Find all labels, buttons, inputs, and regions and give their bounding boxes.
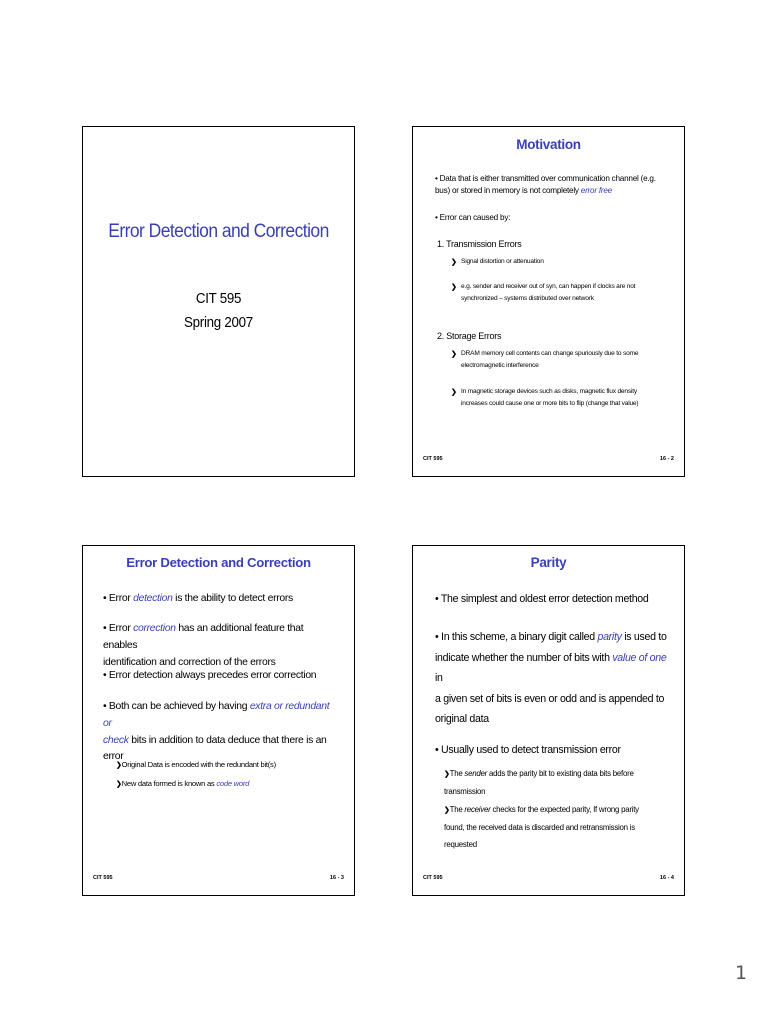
section-heading: 2. Storage Errors [437, 331, 502, 341]
page-number: 1 [735, 962, 748, 984]
chevron-right-icon: ❯ [444, 771, 450, 778]
footer-page: 16 - 2 [659, 456, 674, 462]
chevron-right-icon: ❯ [451, 259, 457, 266]
bullet-1: • Error detection is the ability to detect errors [103, 593, 293, 604]
slide-title: Motivation [516, 137, 581, 152]
footer-course: CIT 595 [423, 875, 443, 881]
sub-bullet: ❯The receiver checks for the expected parity, If wrong parity found, the received data is discarded and retransmission is requested [444, 805, 639, 849]
sub-bullet: ❯New data formed is known as code word [116, 779, 250, 788]
slide-3 [82, 545, 355, 896]
bullet-3: • Usually used to detect transmission error [435, 744, 621, 756]
sub-bullet: In magnetic storage devices such as disks, magnetic flux density increases could cause one or more bits to flip (change that value) [461, 388, 639, 407]
slide-title: Error Detection and Correction [126, 555, 311, 570]
sub-bullet: ❯The sender adds the parity bit to existing data bits before transmission [444, 769, 634, 796]
sub-bullet: DRAM memory cell contents can change spuriously due to some electromagnetic interference [461, 350, 639, 369]
slide-2 [412, 126, 685, 477]
bullet-3: • Error detection always precedes error correction [103, 670, 317, 681]
sub-bullet: ❯Original Data is encoded with the redundant bit(s) [116, 760, 276, 769]
footer-page: 16 - 4 [659, 875, 674, 881]
slide-title: Parity [530, 555, 567, 570]
chevron-right-icon: ❯ [116, 781, 122, 788]
chevron-right-icon: ❯ [451, 284, 457, 291]
footer-page: 16 - 3 [329, 875, 344, 881]
chevron-right-icon: ❯ [451, 351, 457, 358]
chevron-right-icon: ❯ [444, 807, 450, 814]
chevron-right-icon: ❯ [451, 389, 457, 396]
chevron-right-icon: ❯ [116, 762, 122, 769]
bullet-2: • In this scheme, a binary digit called parity is used to indicate whether the number of bits with value of one in a given set of bits is even or odd and is appended to original data [435, 631, 667, 725]
bullet-2: • Error correction has an additional feature that enables identification and correction of the errors [103, 623, 304, 668]
bullet-2: • Error can caused by: [435, 213, 511, 222]
course-code: CIT 595 [195, 291, 242, 307]
bullet-4: • Both can be achieved by having extra or redundant or check bits in addition to data deduce that there is an error [103, 701, 330, 763]
bullet-1: • The simplest and oldest error detection method [435, 593, 649, 605]
section-heading: 1. Transmission Errors [437, 239, 522, 249]
footer-course: CIT 595 [423, 456, 443, 462]
sub-bullet: e.g. sender and receiver out of syn, can happen if clocks are not synchronized – systems distributed over network [461, 283, 636, 302]
sub-bullet: Signal distortion or attenuation [461, 258, 544, 265]
footer-course: CIT 595 [93, 875, 113, 881]
slide-4 [412, 545, 685, 896]
course-term: Spring 2007 [184, 315, 253, 331]
slide-title: Error Detection and Correction [108, 221, 329, 242]
slide-1 [82, 126, 355, 477]
bullet-1: • Data that is either transmitted over communication channel (e.g. bus) or stored in memory is not completely error free [435, 174, 656, 195]
